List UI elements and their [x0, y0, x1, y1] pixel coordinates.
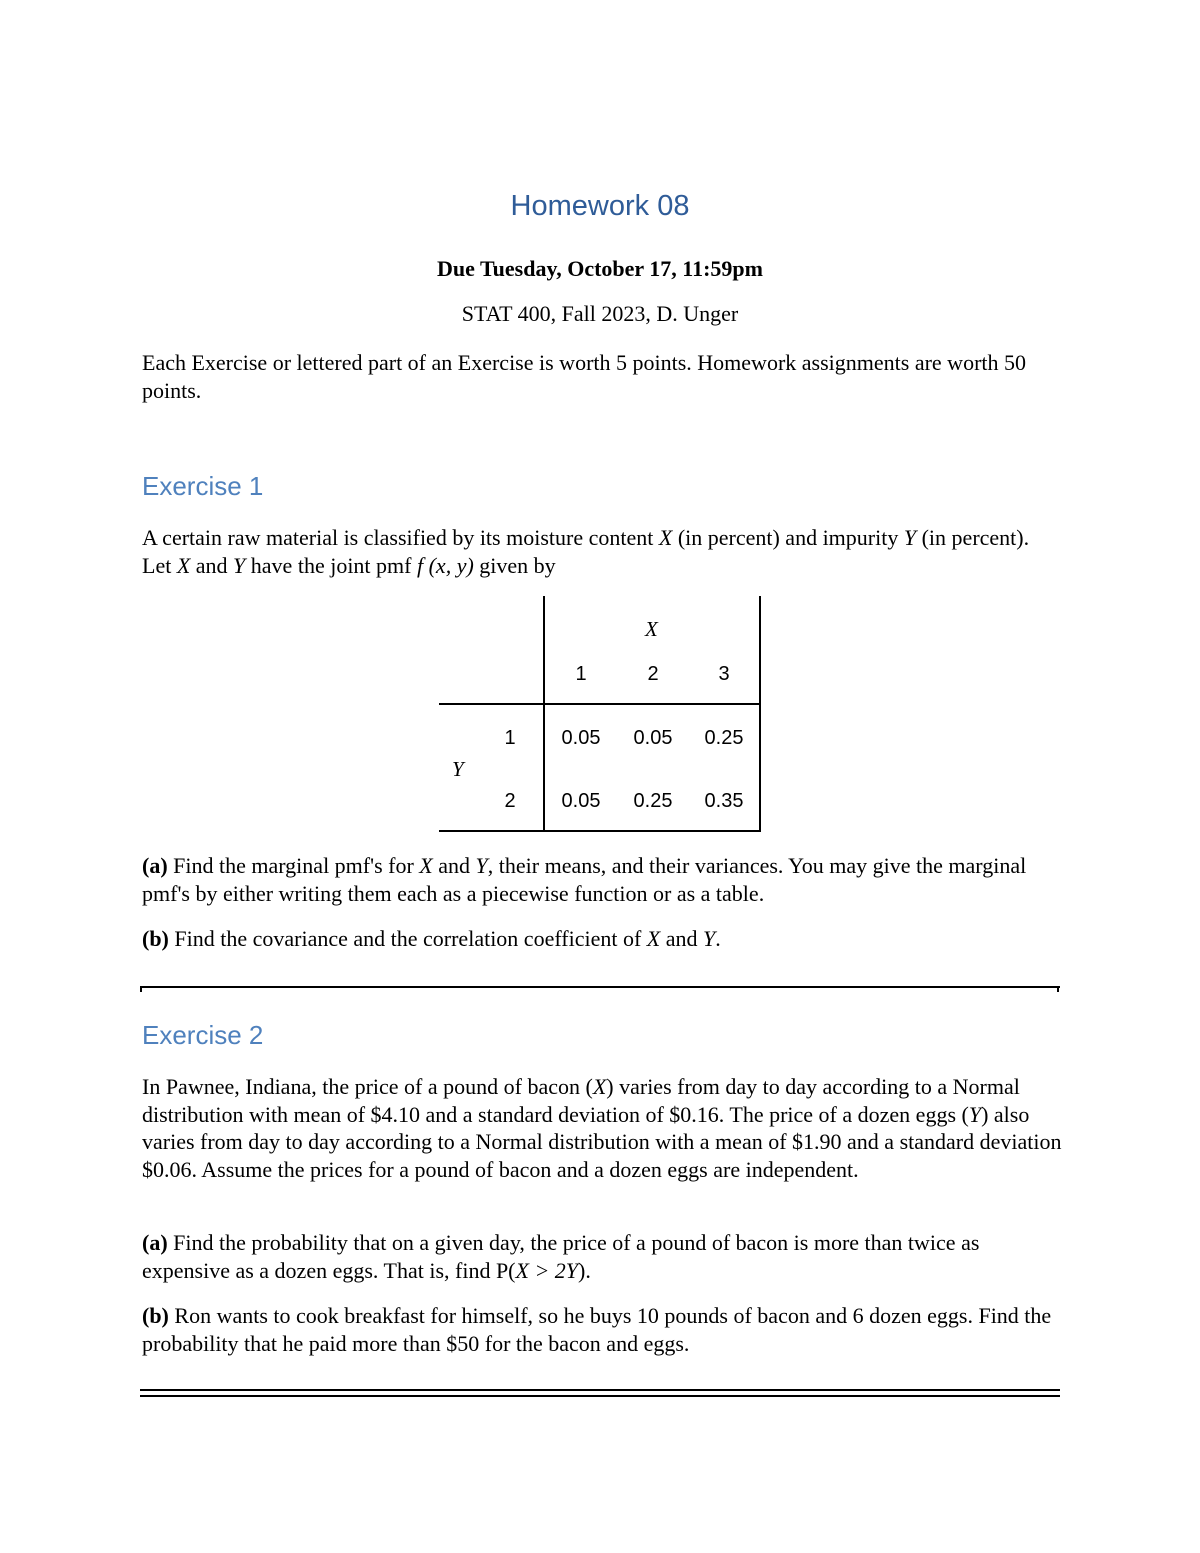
exercise-2-heading: Exercise 2	[142, 1020, 264, 1050]
table-row-variable: Y	[452, 757, 464, 781]
table-right-border	[759, 596, 761, 832]
page-title: Homework 08	[510, 190, 690, 222]
exercise-2-stem: In Pawnee, Indiana, the price of a pound of bacon (X) varies from day to day according to a Normal distribution with mean of $4.10 and a standard deviation of $0.16. The price of a dozen eggs (Y) also varies from day to day according to a Normal distribution with a mean of $1.90 and a standard deviation $0.06. Assume the prices for a pound of bacon and a dozen eggs are independent.	[142, 1074, 1062, 1182]
exercise-2-part-b: (b) Ron wants to cook breakfast for himself, so he buys 10 pounds of bacon and 6 dozen eggs. Find the probability that he paid more than $50 for the bacon and eggs.	[142, 1303, 1052, 1356]
exercise-1-stem: A certain raw material is classified by its moisture content X (in percent) and impurity Y (in percent). Let X and Y have the joint pmf f (x, y) given by	[142, 525, 1030, 578]
table-header-divider	[439, 703, 761, 705]
table-x-value: 3	[718, 663, 730, 685]
end-double-rule	[140, 1389, 1060, 1397]
table-y-value: 2	[504, 790, 516, 812]
due-date: Due Tuesday, October 17, 11:59pm	[437, 256, 763, 281]
table-col-variable: X	[645, 617, 658, 641]
exercise-1-part-b: (b) Find the covariance and the correlation coefficient of X and Y.	[142, 926, 721, 951]
exercise-1-heading: Exercise 1	[142, 471, 264, 501]
table-cell: 0.25	[704, 727, 744, 749]
table-cell: 0.05	[561, 790, 601, 812]
intro-paragraph: Each Exercise or lettered part of an Exercise is worth 5 points. Homework assignments are worth 50 points.	[142, 350, 1027, 403]
table-y-value: 1	[504, 727, 516, 749]
exercise-1-part-a: (a) Find the marginal pmf's for X and Y, their means, and their variances. You may give the marginal pmf's by either writing them each as a piecewise function or as a table.	[142, 853, 1027, 906]
table-cell: 0.05	[561, 727, 601, 749]
exercise-2-part-a: (a) Find the probability that on a given day, the price of a pound of bacon is more than twice as expensive as a dozen eggs. That is, find P(X > 2Y).	[142, 1230, 980, 1283]
table-cell: 0.35	[704, 790, 744, 812]
section-divider-cap	[1057, 986, 1059, 992]
table-x-value: 2	[647, 663, 659, 685]
section-divider-cap	[140, 986, 142, 992]
table-cell: 0.25	[633, 790, 673, 812]
table-vertical-divider	[543, 596, 545, 832]
table-bottom-border	[439, 830, 761, 832]
table-x-value: 1	[575, 663, 587, 685]
course-info: STAT 400, Fall 2023, D. Unger	[461, 301, 739, 326]
table-cell: 0.05	[633, 727, 673, 749]
section-divider	[140, 986, 1060, 988]
